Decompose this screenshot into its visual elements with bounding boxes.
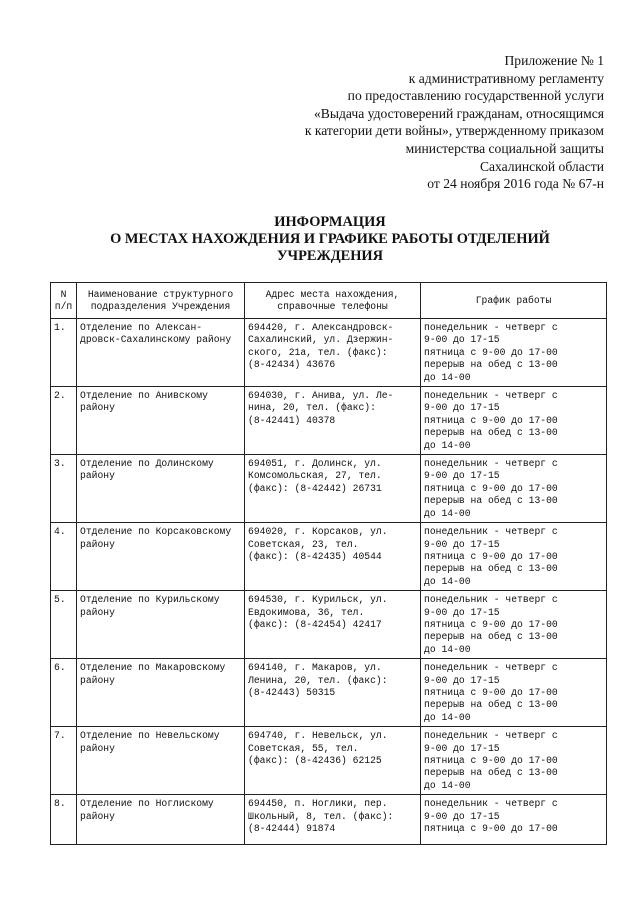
table-row <box>51 591 607 659</box>
row-schedule: понедельник - четверг с 9-00 до 17-15 пятница с 9-00 до 17-00 перерыв на обед с 13-00 до 14-00 <box>421 387 607 455</box>
table-row <box>51 523 607 591</box>
title-line: О МЕСТАХ НАХОЖДЕНИЯ И ГРАФИКЕ РАБОТЫ ОТДЕЛЕНИЙ <box>110 231 550 247</box>
row-schedule: понедельник - четверг с 9-00 до 17-15 пятница с 9-00 до 17-00 <box>421 795 607 845</box>
row-name: Отделение по Невельскому району <box>77 727 245 795</box>
row-address: 694140, г. Макаров, ул. Ленина, 20, тел. (факс): (8-42443) 50315 <box>245 659 421 727</box>
row-address: 694420, г. Александровск- Сахалинский, ул. Дзержин- ского, 21а, тел. (факс): (8-42434) 43676 <box>245 319 421 387</box>
appendix-line: от 24 ноября 2016 года № 67-н <box>427 176 604 192</box>
appendix-line: Сахалинской области <box>479 158 604 174</box>
row-schedule: понедельник - четверг с 9-00 до 17-15 пятница с 9-00 до 17-00 перерыв на обед с 13-00 до 14-00 <box>421 455 607 523</box>
row-name: Отделение по Анивскому району <box>77 387 245 455</box>
row-address: 694030, г. Анива, ул. Ле- нина, 20, тел. (факс): (8-42441) 40378 <box>245 387 421 455</box>
table-row <box>51 795 607 845</box>
branches-table <box>50 282 607 845</box>
row-schedule: понедельник - четверг с 9-00 до 17-15 пятница с 9-00 до 17-00 перерыв на обед с 13-00 до 14-00 <box>421 319 607 387</box>
table-row <box>51 455 607 523</box>
row-schedule: понедельник - четверг с 9-00 до 17-15 пятница с 9-00 до 17-00 перерыв на обед с 13-00 до 14-00 <box>421 591 607 659</box>
appendix-block <box>224 52 604 193</box>
title-line: ИНФОРМАЦИЯ <box>274 214 386 230</box>
row-name: Отделение по Алексан- дровск-Сахалинскому району <box>77 319 245 387</box>
row-number: 6. <box>51 659 77 727</box>
table-row <box>51 387 607 455</box>
row-name: Отделение по Курильскому району <box>77 591 245 659</box>
header-number: N п/п <box>51 283 77 319</box>
row-name: Отделение по Ноглискому району <box>77 795 245 845</box>
row-number: 1. <box>51 319 77 387</box>
table-row <box>51 659 607 727</box>
row-number: 2. <box>51 387 77 455</box>
row-number: 4. <box>51 523 77 591</box>
appendix-line: «Выдача удостоверений гражданам, относящимся <box>313 105 604 121</box>
document-title <box>60 214 600 265</box>
row-schedule: понедельник - четверг с 9-00 до 17-15 пятница с 9-00 до 17-00 перерыв на обед с 13-00 до 14-00 <box>421 727 607 795</box>
appendix-line: по предоставлению государственной услуги <box>347 88 604 104</box>
table-header-row <box>51 283 607 319</box>
row-number: 5. <box>51 591 77 659</box>
row-address: 694020, г. Корсаков, ул. Советская, 23, тел. (факс): (8-42435) 40544 <box>245 523 421 591</box>
header-schedule: График работы <box>421 283 607 319</box>
row-number: 3. <box>51 455 77 523</box>
row-number: 8. <box>51 795 77 845</box>
table-row <box>51 319 607 387</box>
row-address: 694740, г. Невельск, ул. Советская, 55, тел. (факс): (8-42436) 62125 <box>245 727 421 795</box>
appendix-line: к категории дети войны», утвержденному приказом <box>304 123 604 139</box>
row-schedule: понедельник - четверг с 9-00 до 17-15 пятница с 9-00 до 17-00 перерыв на обед с 13-00 до 14-00 <box>421 659 607 727</box>
appendix-line: к административному регламенту <box>408 70 604 86</box>
table-row <box>51 727 607 795</box>
row-name: Отделение по Макаровскому району <box>77 659 245 727</box>
row-address: 694051, г. Долинск, ул. Комсомольская, 27, тел. (факс): (8-42442) 26731 <box>245 455 421 523</box>
row-name: Отделение по Долинскому району <box>77 455 245 523</box>
appendix-line: Приложение № 1 <box>504 53 604 68</box>
appendix-line: министерства социальной защиты <box>405 140 604 156</box>
row-address: 694450, п. Ноглики, пер. Школьный, 8, тел. (факс): (8-42444) 91874 <box>245 795 421 845</box>
header-address: Адрес места нахождения, справочные телефоны <box>245 283 421 319</box>
title-line: УЧРЕЖДЕНИЯ <box>276 248 384 264</box>
row-number: 7. <box>51 727 77 795</box>
header-name: Наименование структурного подразделения Учреждения <box>77 283 245 319</box>
row-address: 694530, г. Курильск, ул. Евдокимова, 36, тел. (факс): (8-42454) 42417 <box>245 591 421 659</box>
row-name: Отделение по Корсаковскому району <box>77 523 245 591</box>
row-schedule: понедельник - четверг с 9-00 до 17-15 пятница с 9-00 до 17-00 перерыв на обед с 13-00 до 14-00 <box>421 523 607 591</box>
